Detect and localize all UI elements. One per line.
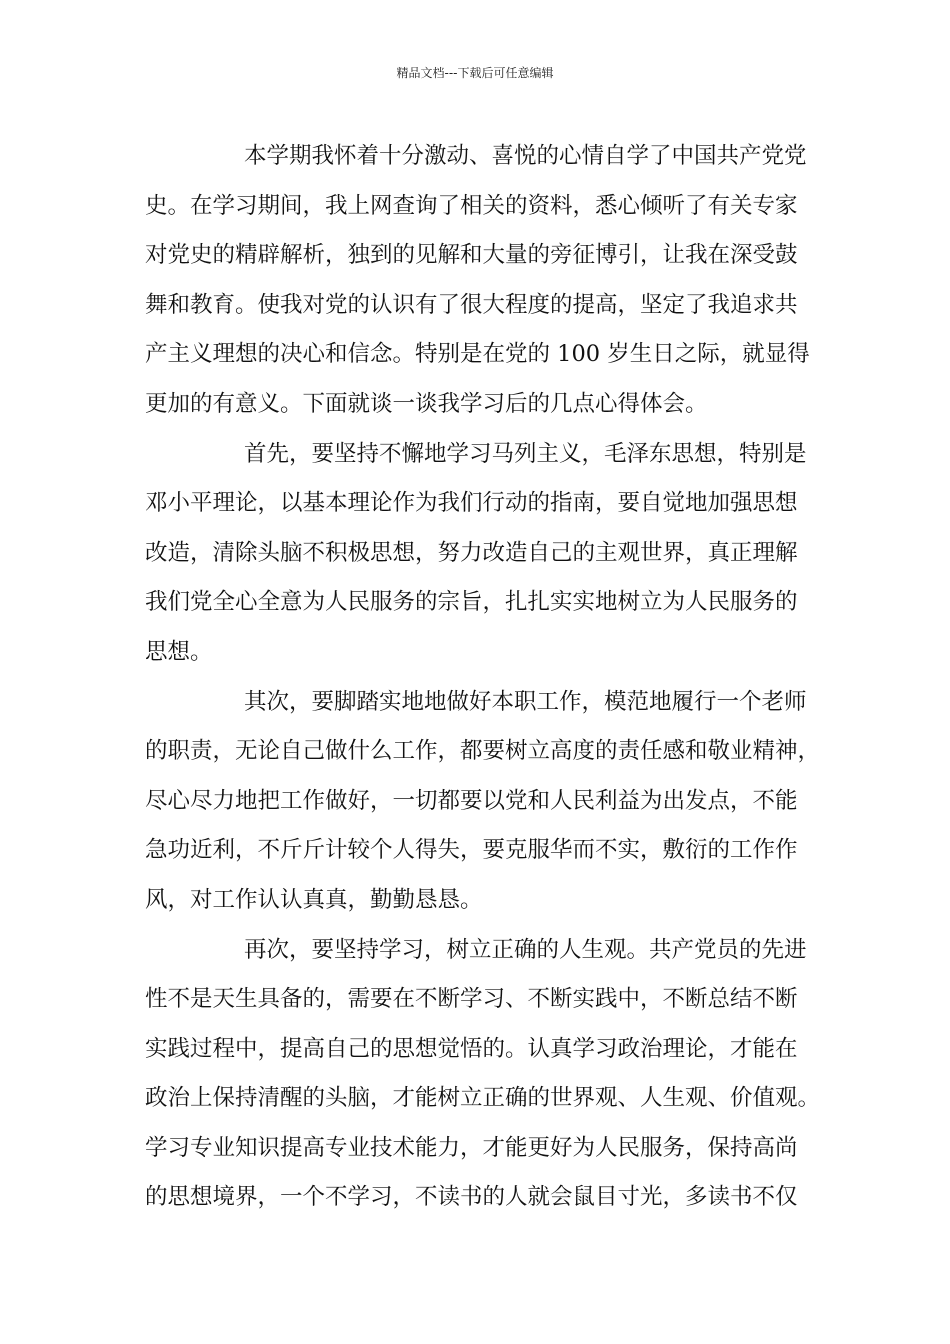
text-line: 邓小平理论，以基本理论作为我们行动的指南，要自觉地加强思想 <box>145 490 798 517</box>
paragraph-first-line: 再次，要坚持学习，树立正确的人生观。共产党员的先进 <box>244 936 807 963</box>
text-line: 史。在学习期间，我上网查询了相关的资料，悉心倾听了有关专家 <box>145 192 798 219</box>
text-line: 思想。 <box>145 638 213 665</box>
paragraph-first-line: 本学期我怀着十分激动、喜悦的心情自学了中国共产党党 <box>244 143 807 169</box>
text-line: 舞和教育。使我对党的认识有了很大程度的提高，坚定了我追求共 <box>145 291 798 318</box>
text-line: 急功近利，不斤斤计较个人得失，要克服华而不实，敷衍的工作作 <box>145 837 798 864</box>
page-header: 精品文档---下载后可任意编辑 <box>396 66 554 80</box>
text-line: 学习专业知识提高专业技术能力，才能更好为人民服务，保持高尚 <box>145 1134 798 1161</box>
text-line: 我们党全心全意为人民服务的宗旨，扎扎实实地树立为人民服务的 <box>145 589 798 616</box>
text-line: 的思想境界，一个不学习，不读书的人就会鼠目寸光，多读书不仅 <box>145 1184 798 1211</box>
paragraph-first-line: 其次，要脚踏实地地做好本职工作，模范地履行一个老师 <box>244 688 807 715</box>
paragraph-first-line: 首先，要坚持不懈地学习马列主义，毛泽东思想，特别是 <box>244 440 807 467</box>
text-line: 实践过程中，提高自己的思想觉悟的。认真学习政治理论，才能在 <box>145 1035 798 1062</box>
text-line: 改造，清除头脑不积极思想，努力改造自己的主观世界，真正理解 <box>145 539 798 566</box>
text-line: 的职责，无论自己做什么工作，都要树立高度的责任感和敬业精神， <box>145 738 821 765</box>
text-line: 更加的有意义。下面就谈一谈我学习后的几点心得体会。 <box>145 390 708 417</box>
text-line: 性不是天生具备的，需要在不断学习、不断实践中，不断总结不断 <box>145 986 798 1013</box>
text-line: 风，对工作认认真真，勤勤恳恳。 <box>145 886 483 913</box>
text-line: 尽心尽力地把工作做好，一切都要以党和人民利益为出发点，不能 <box>145 787 798 814</box>
document-body <box>145 132 825 1223</box>
text-line: 政治上保持清醒的头脑，才能树立正确的世界观、人生观、价值观。 <box>145 1085 821 1112</box>
text-line: 产主义理想的决心和信念。特别是在党的 100 岁生日之际，就显得 <box>145 341 810 368</box>
text-line: 对党史的精辟解析，独到的见解和大量的旁征博引，让我在深受鼓 <box>145 242 798 269</box>
